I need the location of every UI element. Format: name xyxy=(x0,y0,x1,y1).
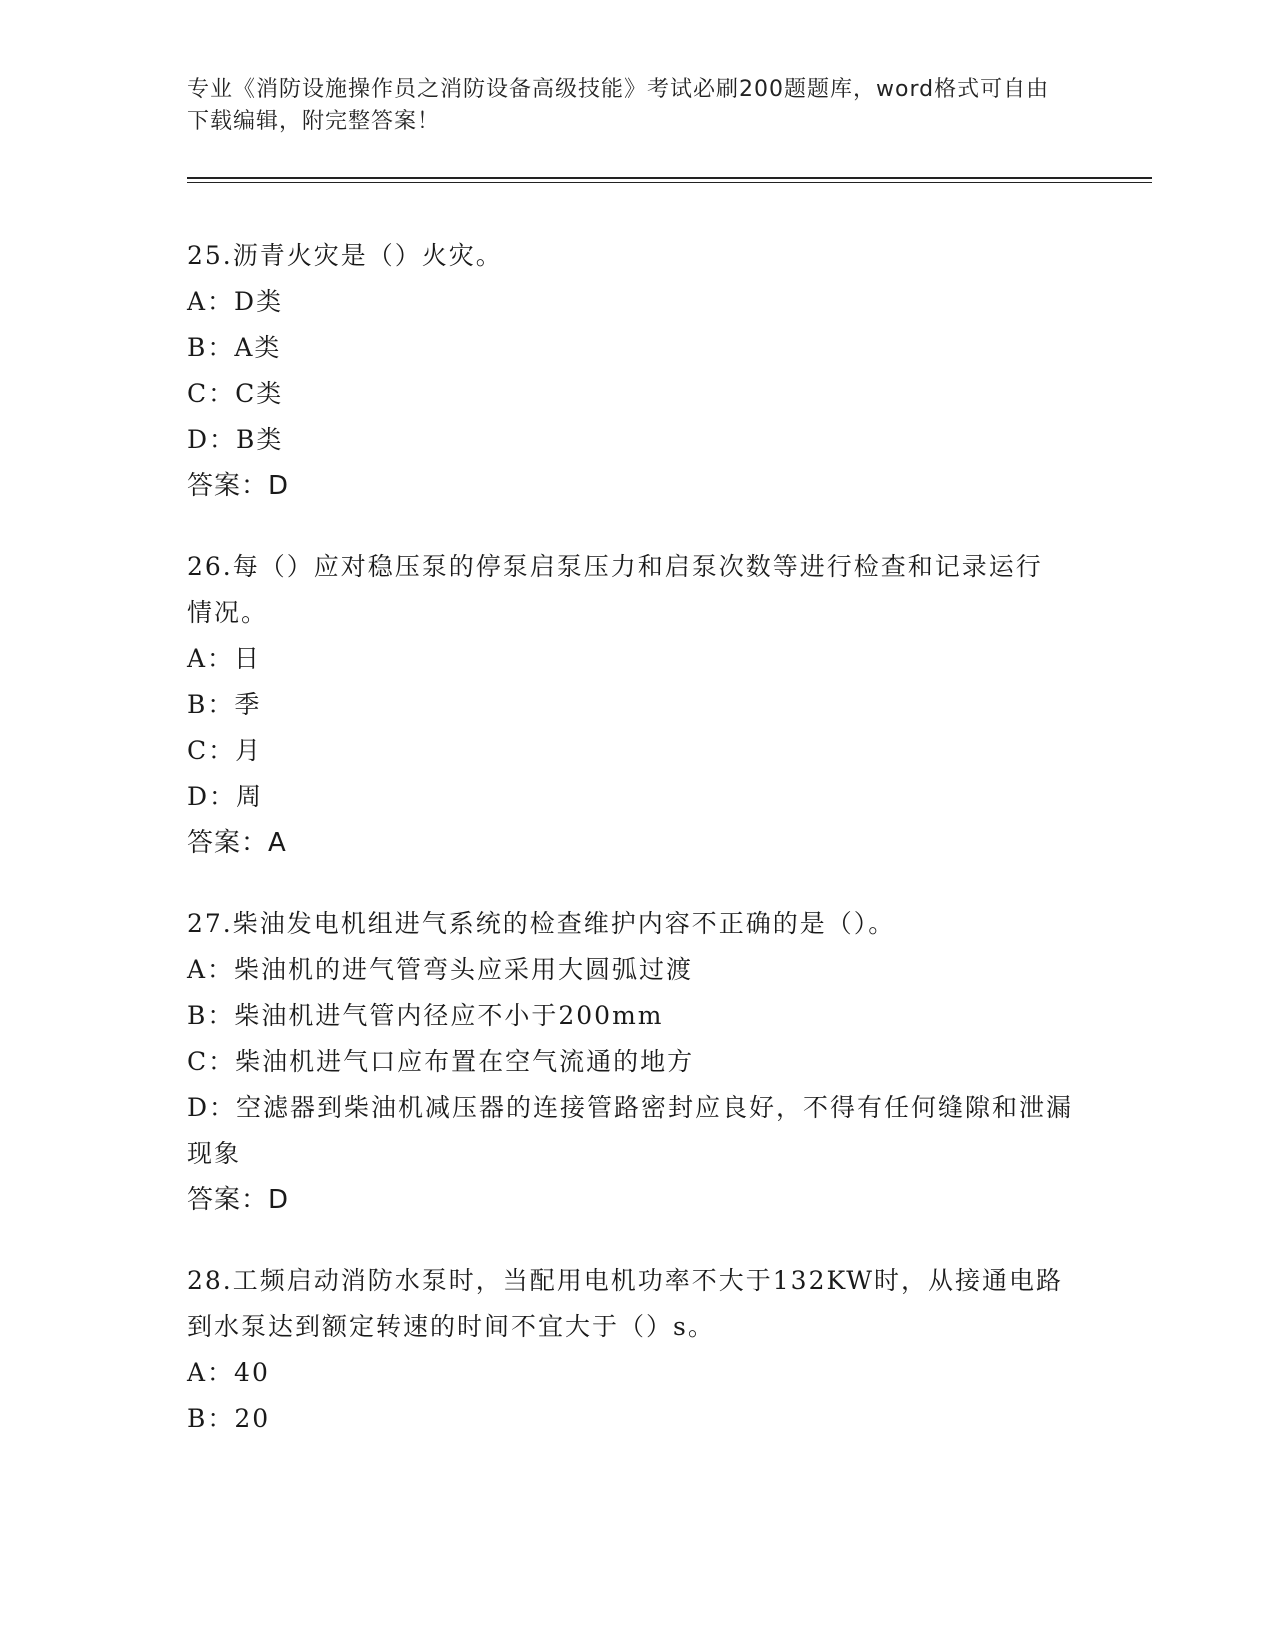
answer-line: 答案：A xyxy=(187,828,287,858)
option-a: A：柴油机的进气管弯头应采用大圆弧过渡 xyxy=(187,955,694,984)
question-26 xyxy=(187,544,1087,866)
question-27 xyxy=(187,901,1087,1223)
header-divider-thick xyxy=(187,177,1152,179)
answer-line: 答案：D xyxy=(187,1185,290,1215)
header-divider-thin xyxy=(187,182,1152,183)
question-stem: 26.每（）应对稳压泵的停泵启泵压力和启泵次数等进行检查和记录运行情况。 xyxy=(187,552,1043,627)
option-c: C：月 xyxy=(187,736,263,765)
option-d: D：周 xyxy=(187,782,264,811)
question-25 xyxy=(187,233,1087,509)
option-b: B：柴油机进气管内径应不小于200mm xyxy=(187,1001,664,1030)
answer-line: 答案：D xyxy=(187,471,290,501)
option-d: D：空滤器到柴油机减压器的连接管路密封应良好，不得有任何缝隙和泄漏现象 xyxy=(187,1093,1074,1168)
question-list xyxy=(187,233,1087,1477)
question-28 xyxy=(187,1258,1087,1442)
option-c: C：柴油机进气口应布置在空气流通的地方 xyxy=(187,1047,695,1076)
document-intro: 专业《消防设施操作员之消防设备高级技能》考试必刷200题题库，word格式可自由下载编辑，附完整答案！ xyxy=(187,77,1050,134)
option-d: D：B类 xyxy=(187,425,284,454)
option-b: B：A类 xyxy=(187,333,282,362)
option-a: A：D类 xyxy=(187,287,284,316)
option-b: B：季 xyxy=(187,690,262,719)
option-a: A：40 xyxy=(187,1358,270,1387)
question-stem: 28.工频启动消防水泵时，当配用电机功率不大于132KW时，从接通电路到水泵达到额定转速的时间不宜大于（）s。 xyxy=(187,1266,1063,1341)
option-b: B：20 xyxy=(187,1404,271,1433)
option-c: C：C类 xyxy=(187,379,284,408)
option-a: A：日 xyxy=(187,644,262,673)
question-stem: 27.柴油发电机组进气系统的检查维护内容不正确的是（）。 xyxy=(187,909,896,938)
question-stem: 25.沥青火灾是（）火灾。 xyxy=(187,241,503,270)
